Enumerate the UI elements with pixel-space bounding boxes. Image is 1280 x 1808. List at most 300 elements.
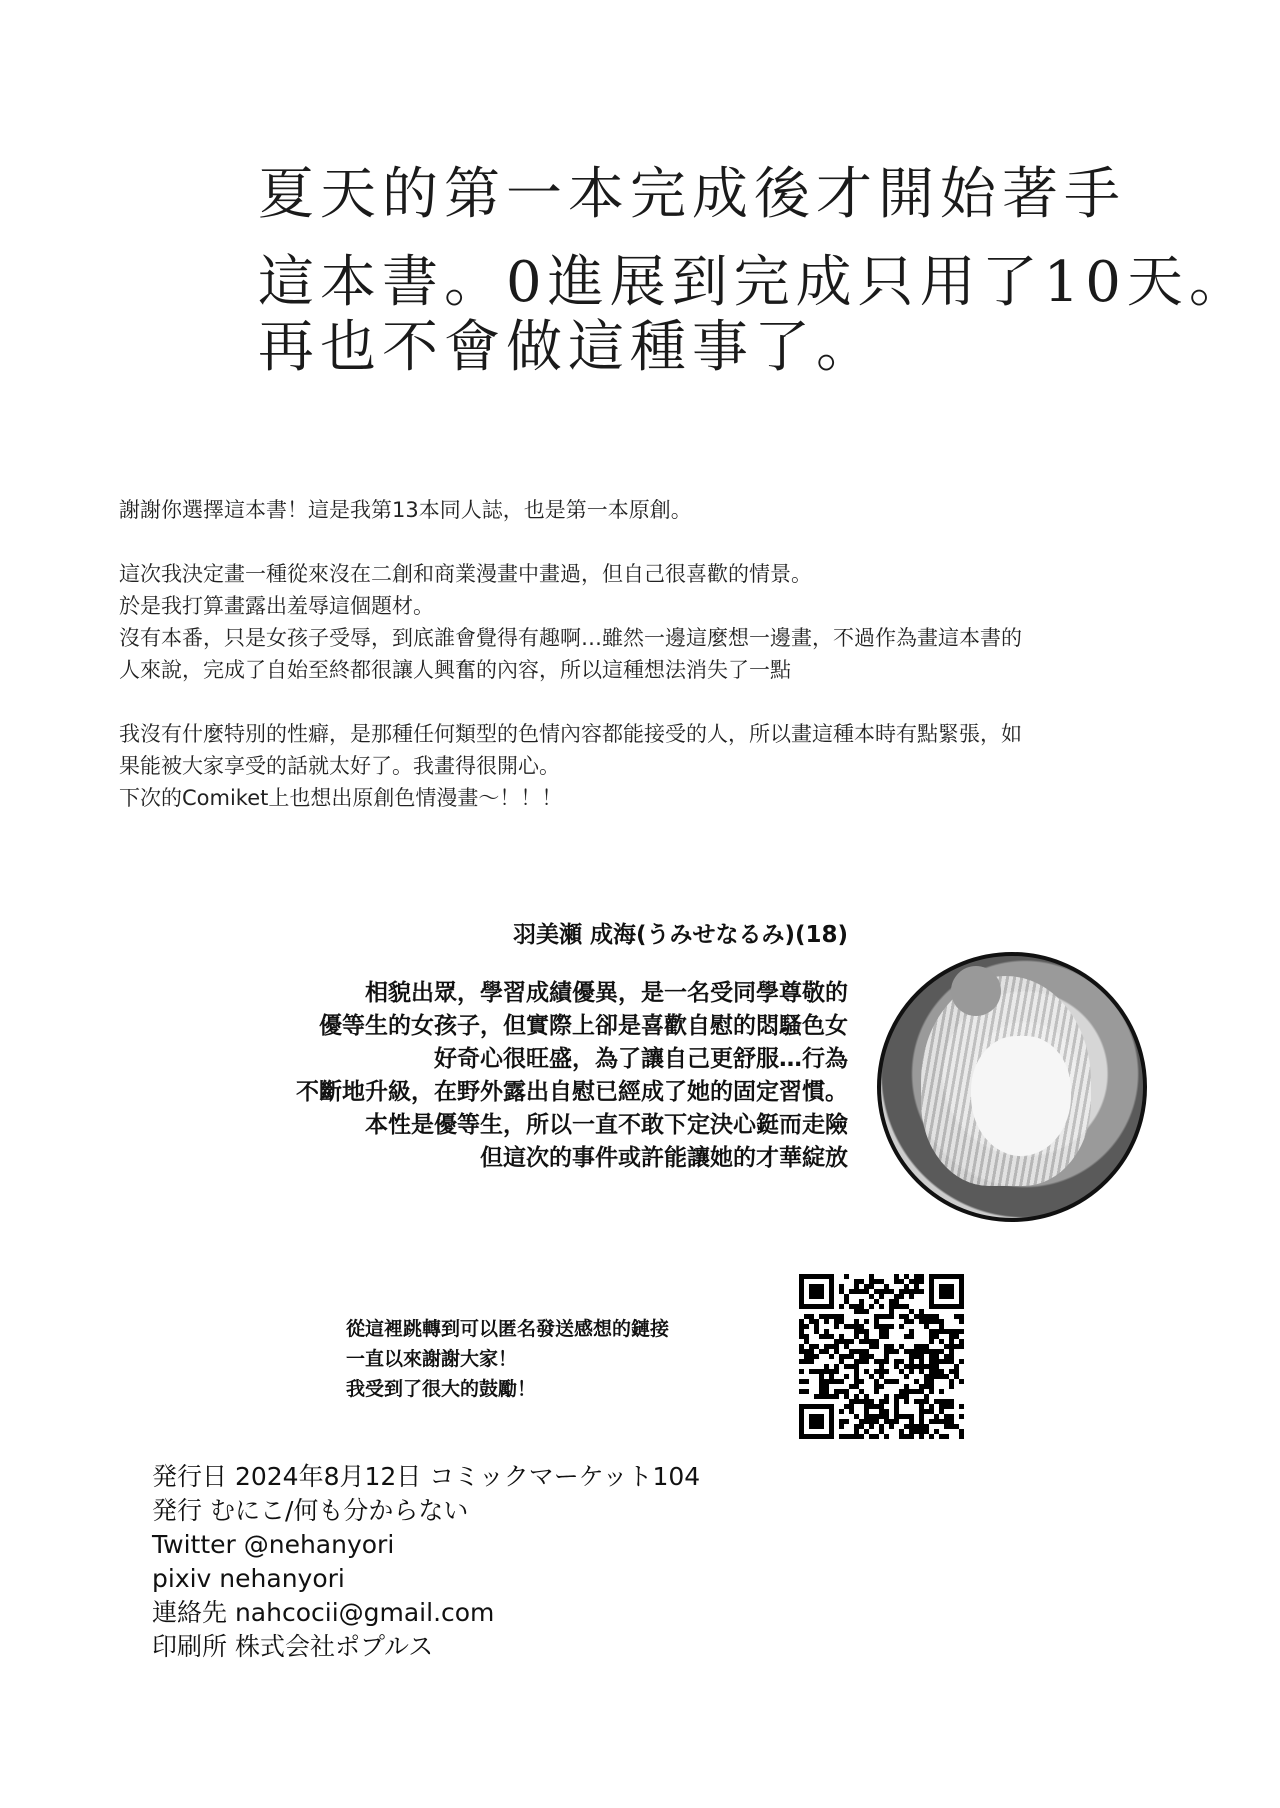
qr-module bbox=[854, 1379, 859, 1384]
qr-module bbox=[949, 1274, 954, 1279]
qr-module bbox=[834, 1344, 839, 1349]
qr-module bbox=[829, 1299, 834, 1304]
qr-module bbox=[859, 1309, 864, 1314]
qr-module bbox=[819, 1404, 824, 1409]
qr-module bbox=[899, 1389, 904, 1394]
character-portrait bbox=[877, 952, 1147, 1222]
qr-module bbox=[854, 1424, 859, 1429]
qr-module bbox=[914, 1379, 919, 1384]
qr-module bbox=[799, 1409, 804, 1414]
qr-module bbox=[939, 1434, 944, 1439]
qr-module bbox=[824, 1349, 829, 1354]
qr-module bbox=[904, 1389, 909, 1394]
qr-module bbox=[949, 1379, 954, 1384]
qr-module bbox=[864, 1354, 869, 1359]
pixiv-handle: pixiv nehanyori bbox=[152, 1564, 345, 1593]
qr-module bbox=[829, 1334, 834, 1339]
qr-module bbox=[859, 1289, 864, 1294]
qr-module bbox=[954, 1304, 959, 1309]
qr-module bbox=[919, 1424, 924, 1429]
qr-module bbox=[884, 1419, 889, 1424]
qr-module bbox=[929, 1374, 934, 1379]
qr-module bbox=[924, 1379, 929, 1384]
qr-module bbox=[854, 1364, 859, 1369]
text-line: 不斷地升級，在野外露出自慰已經成了她的固定習慣。 bbox=[296, 1079, 848, 1105]
qr-module bbox=[914, 1279, 919, 1284]
qr-module bbox=[914, 1284, 919, 1289]
qr-module bbox=[839, 1289, 844, 1294]
qr-module bbox=[944, 1274, 949, 1279]
qr-module bbox=[799, 1434, 804, 1439]
qr-module bbox=[799, 1279, 804, 1284]
qr-module bbox=[939, 1409, 944, 1414]
qr-module bbox=[884, 1349, 889, 1354]
qr-module bbox=[919, 1354, 924, 1359]
qr-module bbox=[814, 1324, 819, 1329]
qr-module bbox=[864, 1404, 869, 1409]
qr-module bbox=[949, 1424, 954, 1429]
qr-module bbox=[884, 1344, 889, 1349]
qr-module bbox=[809, 1319, 814, 1324]
qr-module bbox=[809, 1349, 814, 1354]
qr-module bbox=[879, 1369, 884, 1374]
qr-module bbox=[799, 1404, 804, 1409]
qr-module bbox=[879, 1279, 884, 1284]
qr-module bbox=[959, 1279, 964, 1284]
qr-module bbox=[824, 1379, 829, 1384]
qr-module bbox=[959, 1319, 964, 1324]
qr-module bbox=[819, 1424, 824, 1429]
qr-module bbox=[839, 1409, 844, 1414]
qr-module bbox=[949, 1404, 954, 1409]
qr-module bbox=[869, 1284, 874, 1289]
text-line: 下次的Comiket上也想出原創色情漫畫～！！！ bbox=[119, 786, 563, 810]
qr-module bbox=[804, 1354, 809, 1359]
printer: 印刷所 株式会社ポプルス bbox=[152, 1632, 434, 1661]
qr-module bbox=[834, 1349, 839, 1354]
qr-module bbox=[874, 1339, 879, 1344]
qr-module bbox=[834, 1369, 839, 1374]
qr-module bbox=[949, 1334, 954, 1339]
qr-module bbox=[854, 1319, 859, 1324]
qr-module bbox=[909, 1334, 914, 1339]
qr-module bbox=[814, 1274, 819, 1279]
qr-module bbox=[914, 1344, 919, 1349]
qr-module bbox=[904, 1434, 909, 1439]
qr-module bbox=[804, 1334, 809, 1339]
qr-module bbox=[919, 1279, 924, 1284]
qr-module bbox=[814, 1434, 819, 1439]
qr-module bbox=[854, 1359, 859, 1364]
qr-module bbox=[944, 1414, 949, 1419]
qr-module bbox=[819, 1334, 824, 1339]
qr-module bbox=[839, 1379, 844, 1384]
qr-module bbox=[874, 1319, 879, 1324]
qr-module bbox=[804, 1434, 809, 1439]
qr-module bbox=[809, 1289, 814, 1294]
qr-module bbox=[914, 1289, 919, 1294]
qr-module bbox=[904, 1394, 909, 1399]
qr-module bbox=[804, 1324, 809, 1329]
qr-module bbox=[859, 1324, 864, 1329]
qr-module bbox=[809, 1354, 814, 1359]
qr-module bbox=[879, 1399, 884, 1404]
qr-module bbox=[954, 1364, 959, 1369]
qr-module bbox=[834, 1389, 839, 1394]
colophon bbox=[152, 1460, 700, 1664]
qr-module bbox=[799, 1284, 804, 1289]
qr-module bbox=[934, 1414, 939, 1419]
qr-module bbox=[929, 1314, 934, 1319]
qr-module bbox=[834, 1339, 839, 1344]
text-line: 好奇心很旺盛，為了讓自己更舒服…行為 bbox=[434, 1046, 848, 1072]
qr-module bbox=[854, 1279, 859, 1284]
qr-module bbox=[844, 1324, 849, 1329]
qr-module bbox=[799, 1429, 804, 1434]
qr-module bbox=[849, 1434, 854, 1439]
qr-module bbox=[929, 1294, 934, 1299]
qr-module bbox=[899, 1289, 904, 1294]
qr-module bbox=[939, 1339, 944, 1344]
qr-module bbox=[849, 1409, 854, 1414]
qr-module bbox=[844, 1419, 849, 1424]
qr-module bbox=[919, 1289, 924, 1294]
qr-module bbox=[934, 1329, 939, 1334]
qr-module bbox=[854, 1289, 859, 1294]
qr-module bbox=[809, 1434, 814, 1439]
qr-module bbox=[924, 1409, 929, 1414]
qr-module bbox=[824, 1404, 829, 1409]
qr-module bbox=[854, 1414, 859, 1419]
qr-module bbox=[844, 1434, 849, 1439]
qr-module bbox=[954, 1344, 959, 1349]
qr-module bbox=[934, 1359, 939, 1364]
qr-module bbox=[859, 1389, 864, 1394]
qr-module bbox=[929, 1279, 934, 1284]
qr-module bbox=[939, 1324, 944, 1329]
qr-module bbox=[864, 1419, 869, 1424]
qr-module bbox=[949, 1304, 954, 1309]
qr-module bbox=[934, 1374, 939, 1379]
qr-module bbox=[819, 1414, 824, 1419]
qr-module bbox=[884, 1284, 889, 1289]
qr-module bbox=[939, 1274, 944, 1279]
qr-module bbox=[854, 1399, 859, 1404]
qr-module bbox=[929, 1284, 934, 1289]
qr-module bbox=[934, 1354, 939, 1359]
qr-module bbox=[814, 1344, 819, 1349]
qr-module bbox=[809, 1314, 814, 1319]
afterword-paragraph bbox=[119, 718, 1229, 814]
qr-module bbox=[879, 1324, 884, 1329]
qr-module bbox=[929, 1434, 934, 1439]
feedback-qr-code[interactable] bbox=[799, 1274, 964, 1439]
qr-module bbox=[854, 1304, 859, 1309]
qr-module bbox=[849, 1399, 854, 1404]
qr-module bbox=[929, 1299, 934, 1304]
qr-module bbox=[814, 1284, 819, 1289]
qr-module bbox=[834, 1314, 839, 1319]
text-line: 謝謝你選擇這本書！這是我第13本同人誌，也是第一本原創。 bbox=[119, 498, 692, 522]
qr-module bbox=[864, 1359, 869, 1364]
qr-module bbox=[854, 1349, 859, 1354]
qr-module bbox=[904, 1374, 909, 1379]
qr-module bbox=[804, 1339, 809, 1344]
qr-module bbox=[904, 1424, 909, 1429]
qr-module bbox=[894, 1404, 899, 1409]
qr-module bbox=[879, 1384, 884, 1389]
qr-module bbox=[854, 1434, 859, 1439]
qr-module bbox=[929, 1334, 934, 1339]
qr-module bbox=[959, 1314, 964, 1319]
text-line: 從這裡跳轉到可以匿名發送感想的鏈接 bbox=[346, 1318, 670, 1340]
text-line: 本性是優等生，所以一直不敢下定決心鋌而走險 bbox=[365, 1112, 848, 1138]
qr-module bbox=[854, 1284, 859, 1289]
qr-module bbox=[829, 1284, 834, 1289]
qr-module bbox=[869, 1374, 874, 1379]
qr-module bbox=[849, 1404, 854, 1409]
qr-module bbox=[894, 1399, 899, 1404]
qr-module bbox=[889, 1289, 894, 1294]
qr-module bbox=[924, 1374, 929, 1379]
character-name: 羽美瀬 成海(うみせなるみ)(18) bbox=[512, 922, 848, 948]
qr-module bbox=[914, 1274, 919, 1279]
qr-module bbox=[804, 1314, 809, 1319]
qr-module bbox=[889, 1324, 894, 1329]
qr-module bbox=[919, 1369, 924, 1374]
qr-module bbox=[889, 1314, 894, 1319]
qr-module bbox=[879, 1304, 884, 1309]
qr-module bbox=[859, 1399, 864, 1404]
qr-module bbox=[894, 1419, 899, 1424]
qr-module bbox=[959, 1339, 964, 1344]
qr-module bbox=[899, 1394, 904, 1399]
qr-module bbox=[804, 1359, 809, 1364]
qr-module bbox=[944, 1404, 949, 1409]
qr-module bbox=[819, 1434, 824, 1439]
qr-module bbox=[814, 1319, 819, 1324]
qr-module bbox=[954, 1374, 959, 1379]
qr-module bbox=[924, 1429, 929, 1434]
qr-module bbox=[849, 1354, 854, 1359]
qr-module bbox=[864, 1319, 869, 1324]
qr-module bbox=[879, 1424, 884, 1429]
qr-module bbox=[959, 1429, 964, 1434]
qr-module bbox=[944, 1374, 949, 1379]
qr-module bbox=[939, 1389, 944, 1394]
qr-module bbox=[819, 1349, 824, 1354]
qr-module bbox=[909, 1414, 914, 1419]
qr-module bbox=[924, 1424, 929, 1429]
qr-module bbox=[839, 1334, 844, 1339]
qr-module bbox=[894, 1349, 899, 1354]
qr-module bbox=[834, 1394, 839, 1399]
qr-module bbox=[924, 1384, 929, 1389]
qr-module bbox=[939, 1399, 944, 1404]
qr-module bbox=[944, 1359, 949, 1364]
qr-module bbox=[929, 1364, 934, 1369]
qr-module bbox=[844, 1404, 849, 1409]
qr-module bbox=[829, 1289, 834, 1294]
qr-module bbox=[934, 1429, 939, 1434]
qr-module bbox=[819, 1379, 824, 1384]
qr-module bbox=[884, 1354, 889, 1359]
qr-module bbox=[934, 1304, 939, 1309]
qr-module bbox=[809, 1404, 814, 1409]
qr-module bbox=[864, 1349, 869, 1354]
qr-module bbox=[954, 1334, 959, 1339]
qr-module bbox=[944, 1344, 949, 1349]
qr-module bbox=[949, 1414, 954, 1419]
qr-module bbox=[914, 1429, 919, 1434]
qr-module bbox=[809, 1419, 814, 1424]
qr-module bbox=[909, 1349, 914, 1354]
qr-module bbox=[904, 1334, 909, 1339]
qr-module bbox=[929, 1389, 934, 1394]
qr-module bbox=[849, 1349, 854, 1354]
qr-module bbox=[899, 1344, 904, 1349]
qr-module bbox=[899, 1314, 904, 1319]
qr-module bbox=[924, 1319, 929, 1324]
qr-module bbox=[929, 1319, 934, 1324]
text-line: 優等生的女孩子，但實際上卻是喜歡自慰的悶騷色女 bbox=[319, 1013, 848, 1039]
qr-module bbox=[949, 1384, 954, 1389]
qr-module bbox=[869, 1294, 874, 1299]
qr-module bbox=[929, 1289, 934, 1294]
qr-module bbox=[914, 1364, 919, 1369]
qr-module bbox=[799, 1344, 804, 1349]
qr-module bbox=[904, 1304, 909, 1309]
qr-module bbox=[874, 1324, 879, 1329]
qr-module bbox=[929, 1384, 934, 1389]
qr-module bbox=[899, 1294, 904, 1299]
qr-module bbox=[884, 1414, 889, 1419]
qr-module bbox=[844, 1389, 849, 1394]
qr-module bbox=[844, 1374, 849, 1379]
qr-module bbox=[799, 1369, 804, 1374]
qr-module bbox=[934, 1419, 939, 1424]
qr-module bbox=[909, 1309, 914, 1314]
qr-module bbox=[949, 1359, 954, 1364]
qr-module bbox=[884, 1399, 889, 1404]
qr-module bbox=[869, 1414, 874, 1419]
qr-module bbox=[929, 1274, 934, 1279]
qr-module bbox=[859, 1434, 864, 1439]
qr-module bbox=[814, 1289, 819, 1294]
qr-module bbox=[894, 1379, 899, 1384]
qr-module bbox=[919, 1414, 924, 1419]
afterword-paragraph bbox=[119, 494, 1229, 526]
qr-module bbox=[909, 1329, 914, 1334]
text-line: 人來說，完成了自始至終都很讓人興奮的內容，所以這種想法消失了一點 bbox=[119, 658, 791, 682]
qr-module bbox=[954, 1424, 959, 1429]
text-line: 這次我決定畫一種從來沒在二創和商業漫畫中畫過，但自己很喜歡的情景。 bbox=[119, 562, 812, 586]
qr-module bbox=[874, 1299, 879, 1304]
qr-module bbox=[799, 1334, 804, 1339]
qr-module bbox=[949, 1349, 954, 1354]
qr-module bbox=[894, 1414, 899, 1419]
qr-module bbox=[829, 1434, 834, 1439]
qr-module bbox=[959, 1404, 964, 1409]
qr-module bbox=[879, 1404, 884, 1409]
qr-module bbox=[859, 1339, 864, 1344]
portrait-hair-bun bbox=[951, 966, 1001, 1016]
qr-module bbox=[804, 1379, 809, 1384]
qr-module bbox=[959, 1304, 964, 1309]
qr-module bbox=[824, 1329, 829, 1334]
qr-module bbox=[839, 1434, 844, 1439]
qr-module bbox=[919, 1319, 924, 1324]
qr-module bbox=[824, 1394, 829, 1399]
qr-module bbox=[854, 1324, 859, 1329]
qr-module bbox=[884, 1394, 889, 1399]
qr-module bbox=[849, 1339, 854, 1344]
qr-module bbox=[949, 1419, 954, 1424]
text-line: 於是我打算畫露出羞辱這個題材。 bbox=[119, 594, 434, 618]
qr-module bbox=[904, 1284, 909, 1289]
qr-module bbox=[829, 1294, 834, 1299]
qr-module bbox=[864, 1339, 869, 1344]
qr-module bbox=[854, 1329, 859, 1334]
qr-module bbox=[934, 1314, 939, 1319]
qr-module bbox=[954, 1274, 959, 1279]
qr-module bbox=[944, 1329, 949, 1334]
qr-module bbox=[894, 1304, 899, 1309]
qr-module bbox=[874, 1279, 879, 1284]
qr-module bbox=[844, 1364, 849, 1369]
qr-module bbox=[889, 1344, 894, 1349]
qr-module bbox=[869, 1339, 874, 1344]
qr-module bbox=[894, 1409, 899, 1414]
qr-module bbox=[929, 1369, 934, 1374]
qr-module bbox=[874, 1369, 879, 1374]
qr-module bbox=[894, 1394, 899, 1399]
qr-module bbox=[824, 1364, 829, 1369]
qr-module bbox=[889, 1419, 894, 1424]
qr-module bbox=[884, 1359, 889, 1364]
qr-module bbox=[814, 1304, 819, 1309]
qr-module bbox=[869, 1424, 874, 1429]
qr-module bbox=[899, 1429, 904, 1434]
qr-module bbox=[959, 1414, 964, 1419]
qr-module bbox=[959, 1284, 964, 1289]
qr-module bbox=[864, 1309, 869, 1314]
qr-module bbox=[949, 1399, 954, 1404]
qr-module bbox=[819, 1394, 824, 1399]
qr-module bbox=[874, 1389, 879, 1394]
qr-module bbox=[949, 1284, 954, 1289]
qr-module bbox=[939, 1294, 944, 1299]
qr-module bbox=[899, 1279, 904, 1284]
qr-module bbox=[829, 1279, 834, 1284]
qr-module bbox=[804, 1349, 809, 1354]
qr-module bbox=[799, 1304, 804, 1309]
qr-module bbox=[854, 1394, 859, 1399]
qr-module bbox=[959, 1359, 964, 1364]
qr-module bbox=[799, 1349, 804, 1354]
qr-module bbox=[839, 1304, 844, 1309]
qr-module bbox=[874, 1384, 879, 1389]
qr-module bbox=[934, 1334, 939, 1339]
qr-module bbox=[864, 1289, 869, 1294]
qr-module bbox=[894, 1299, 899, 1304]
qr-module bbox=[944, 1289, 949, 1294]
qr-module bbox=[919, 1429, 924, 1434]
qr-module bbox=[814, 1294, 819, 1299]
qr-module bbox=[829, 1404, 834, 1409]
qr-module bbox=[909, 1364, 914, 1369]
qr-module bbox=[924, 1364, 929, 1369]
